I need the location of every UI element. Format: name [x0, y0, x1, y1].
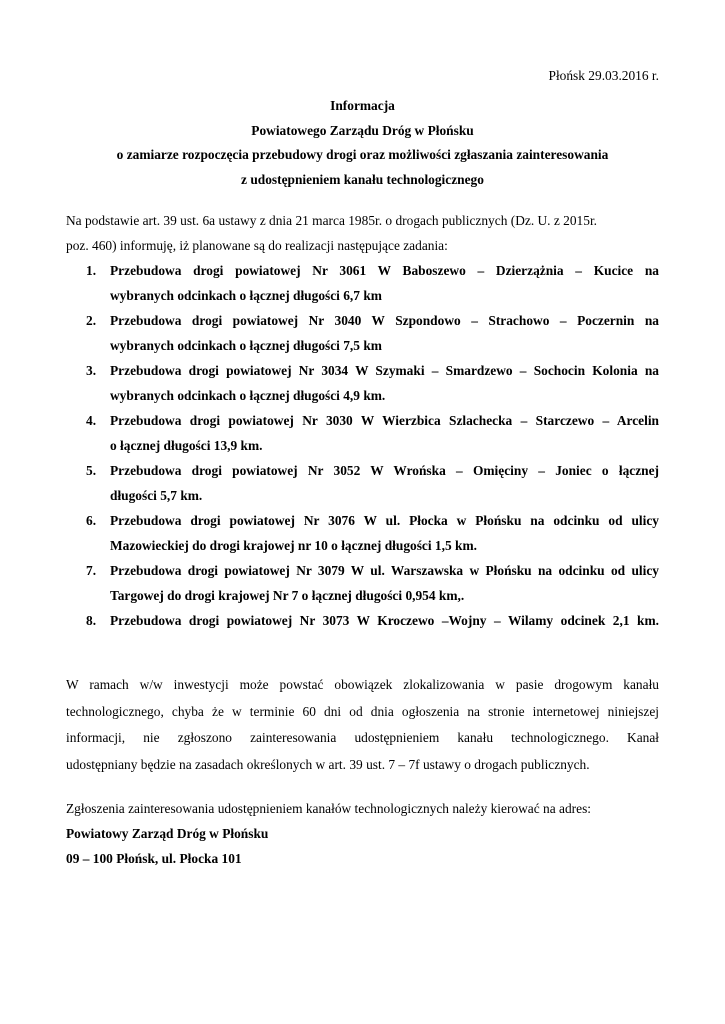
task-item-3 [66, 358, 659, 408]
task-item-2 [66, 308, 659, 358]
task-text-line-2: długości 5,7 km. [110, 488, 203, 503]
task-text-line-2: Targowej do drogi krajowej Nr 7 o łącznej długości 0,954 km,. [110, 588, 465, 603]
task-text-line-1: Przebudowa drogi powiatowej Nr 3076 W ul. Płocka w Płońsku na odcinku od ulicy [110, 513, 659, 528]
contact-address: 09 – 100 Płońsk, ul. Płocka 101 [66, 851, 242, 866]
title-line-2: Powiatowego Zarządu Dróg w Płońsku [251, 122, 474, 138]
task-number: 7. [86, 563, 97, 578]
channel-line-4: udostępniany będzie na zasadach określonych w art. 39 ust. 7 – 7f ustawy o drogach publicznych. [66, 756, 590, 772]
task-number: 2. [86, 313, 97, 328]
task-text-line-1: Przebudowa drogi powiatowej Nr 3073 W Kroczewo –Wojny – Wilamy odcinek 2,1 km. [110, 613, 659, 628]
contact-intro: Zgłoszenia zainteresowania udostępnieniem kanałów technologicznych należy kierować na adres: [66, 801, 591, 816]
document-date: Płońsk 29.03.2016 r. [548, 68, 659, 83]
task-number: 8. [86, 613, 97, 628]
task-list [66, 258, 659, 633]
task-text-line-1: Przebudowa drogi powiatowej Nr 3052 W Wrońska – Omięciny – Joniec o łącznej [110, 463, 659, 478]
task-text-line-2: wybranych odcinkach o łącznej długości 7,5 km [110, 338, 382, 353]
task-item-5 [66, 458, 659, 508]
task-number: 3. [86, 363, 97, 378]
title-line-1: Informacja [330, 98, 395, 113]
channel-line-1: W ramach w/w inwestycji może powstać obowiązek zlokalizowania w pasie drogowym kanału [66, 677, 659, 692]
document-title [66, 94, 659, 193]
task-text-line-1: Przebudowa drogi powiatowej Nr 3079 W ul. Warszawska w Płońsku na odcinku od ulicy [110, 563, 659, 578]
channel-line-2: technologicznego, chyba że w terminie 60 dni od dnia ogłoszenia na stronie internetowej niniejszej [66, 703, 659, 719]
title-line-4: z udostępnieniem kanału technologicznego [241, 172, 484, 188]
contact-name: Powiatowy Zarząd Dróg w Płońsku [66, 826, 269, 841]
task-text-line-2: o łącznej długości 13,9 km. [110, 438, 263, 453]
task-text-line-2: Mazowieckiej do drogi krajowej nr 10 o łącznej długości 1,5 km. [110, 538, 477, 553]
task-item-4 [66, 408, 659, 458]
task-text-line-2: wybranych odcinkach o łącznej długości 6,7 km [110, 288, 382, 303]
task-item-7 [66, 558, 659, 608]
task-number: 5. [86, 463, 97, 478]
task-item-8 [66, 608, 659, 633]
task-text-line-1: Przebudowa drogi powiatowej Nr 3034 W Szymaki – Smardzewo – Sochocin Kolonia na [110, 363, 659, 378]
task-item-1 [66, 258, 659, 308]
title-line-3: o zamiarze rozpoczęcia przebudowy drogi oraz możliwości zgłaszania zainteresowania [116, 147, 609, 163]
task-number: 1. [86, 263, 97, 278]
intro-paragraph [66, 208, 659, 258]
task-text-line-1: Przebudowa drogi powiatowej Nr 3030 W Wierzbica Szlachecka – Starczewo – Arcelin [110, 413, 659, 428]
task-text-line-2: wybranych odcinkach o łącznej długości 4,9 km. [110, 388, 386, 403]
task-text-line-1: Przebudowa drogi powiatowej Nr 3061 W Baboszewo – Dzierzążnia – Kucice na [110, 263, 659, 278]
contact-block [66, 796, 659, 871]
task-text-line-1: Przebudowa drogi powiatowej Nr 3040 W Szpondowo – Strachowo – Poczernin na [110, 313, 659, 328]
task-number: 4. [86, 413, 97, 428]
intro-line-1: Na podstawie art. 39 ust. 6a ustawy z dnia 21 marca 1985r. o drogach publicznych (Dz. U. z 2015r. [66, 213, 598, 228]
channel-paragraph [66, 672, 659, 778]
intro-line-2: poz. 460) informuję, iż planowane są do realizacji następujące zadania: [66, 238, 448, 253]
task-number: 6. [86, 513, 97, 528]
task-item-6 [66, 508, 659, 558]
channel-line-3: informacji, nie zgłoszono zainteresowania udostępnieniem kanału technologicznego. Kanał [66, 730, 659, 745]
